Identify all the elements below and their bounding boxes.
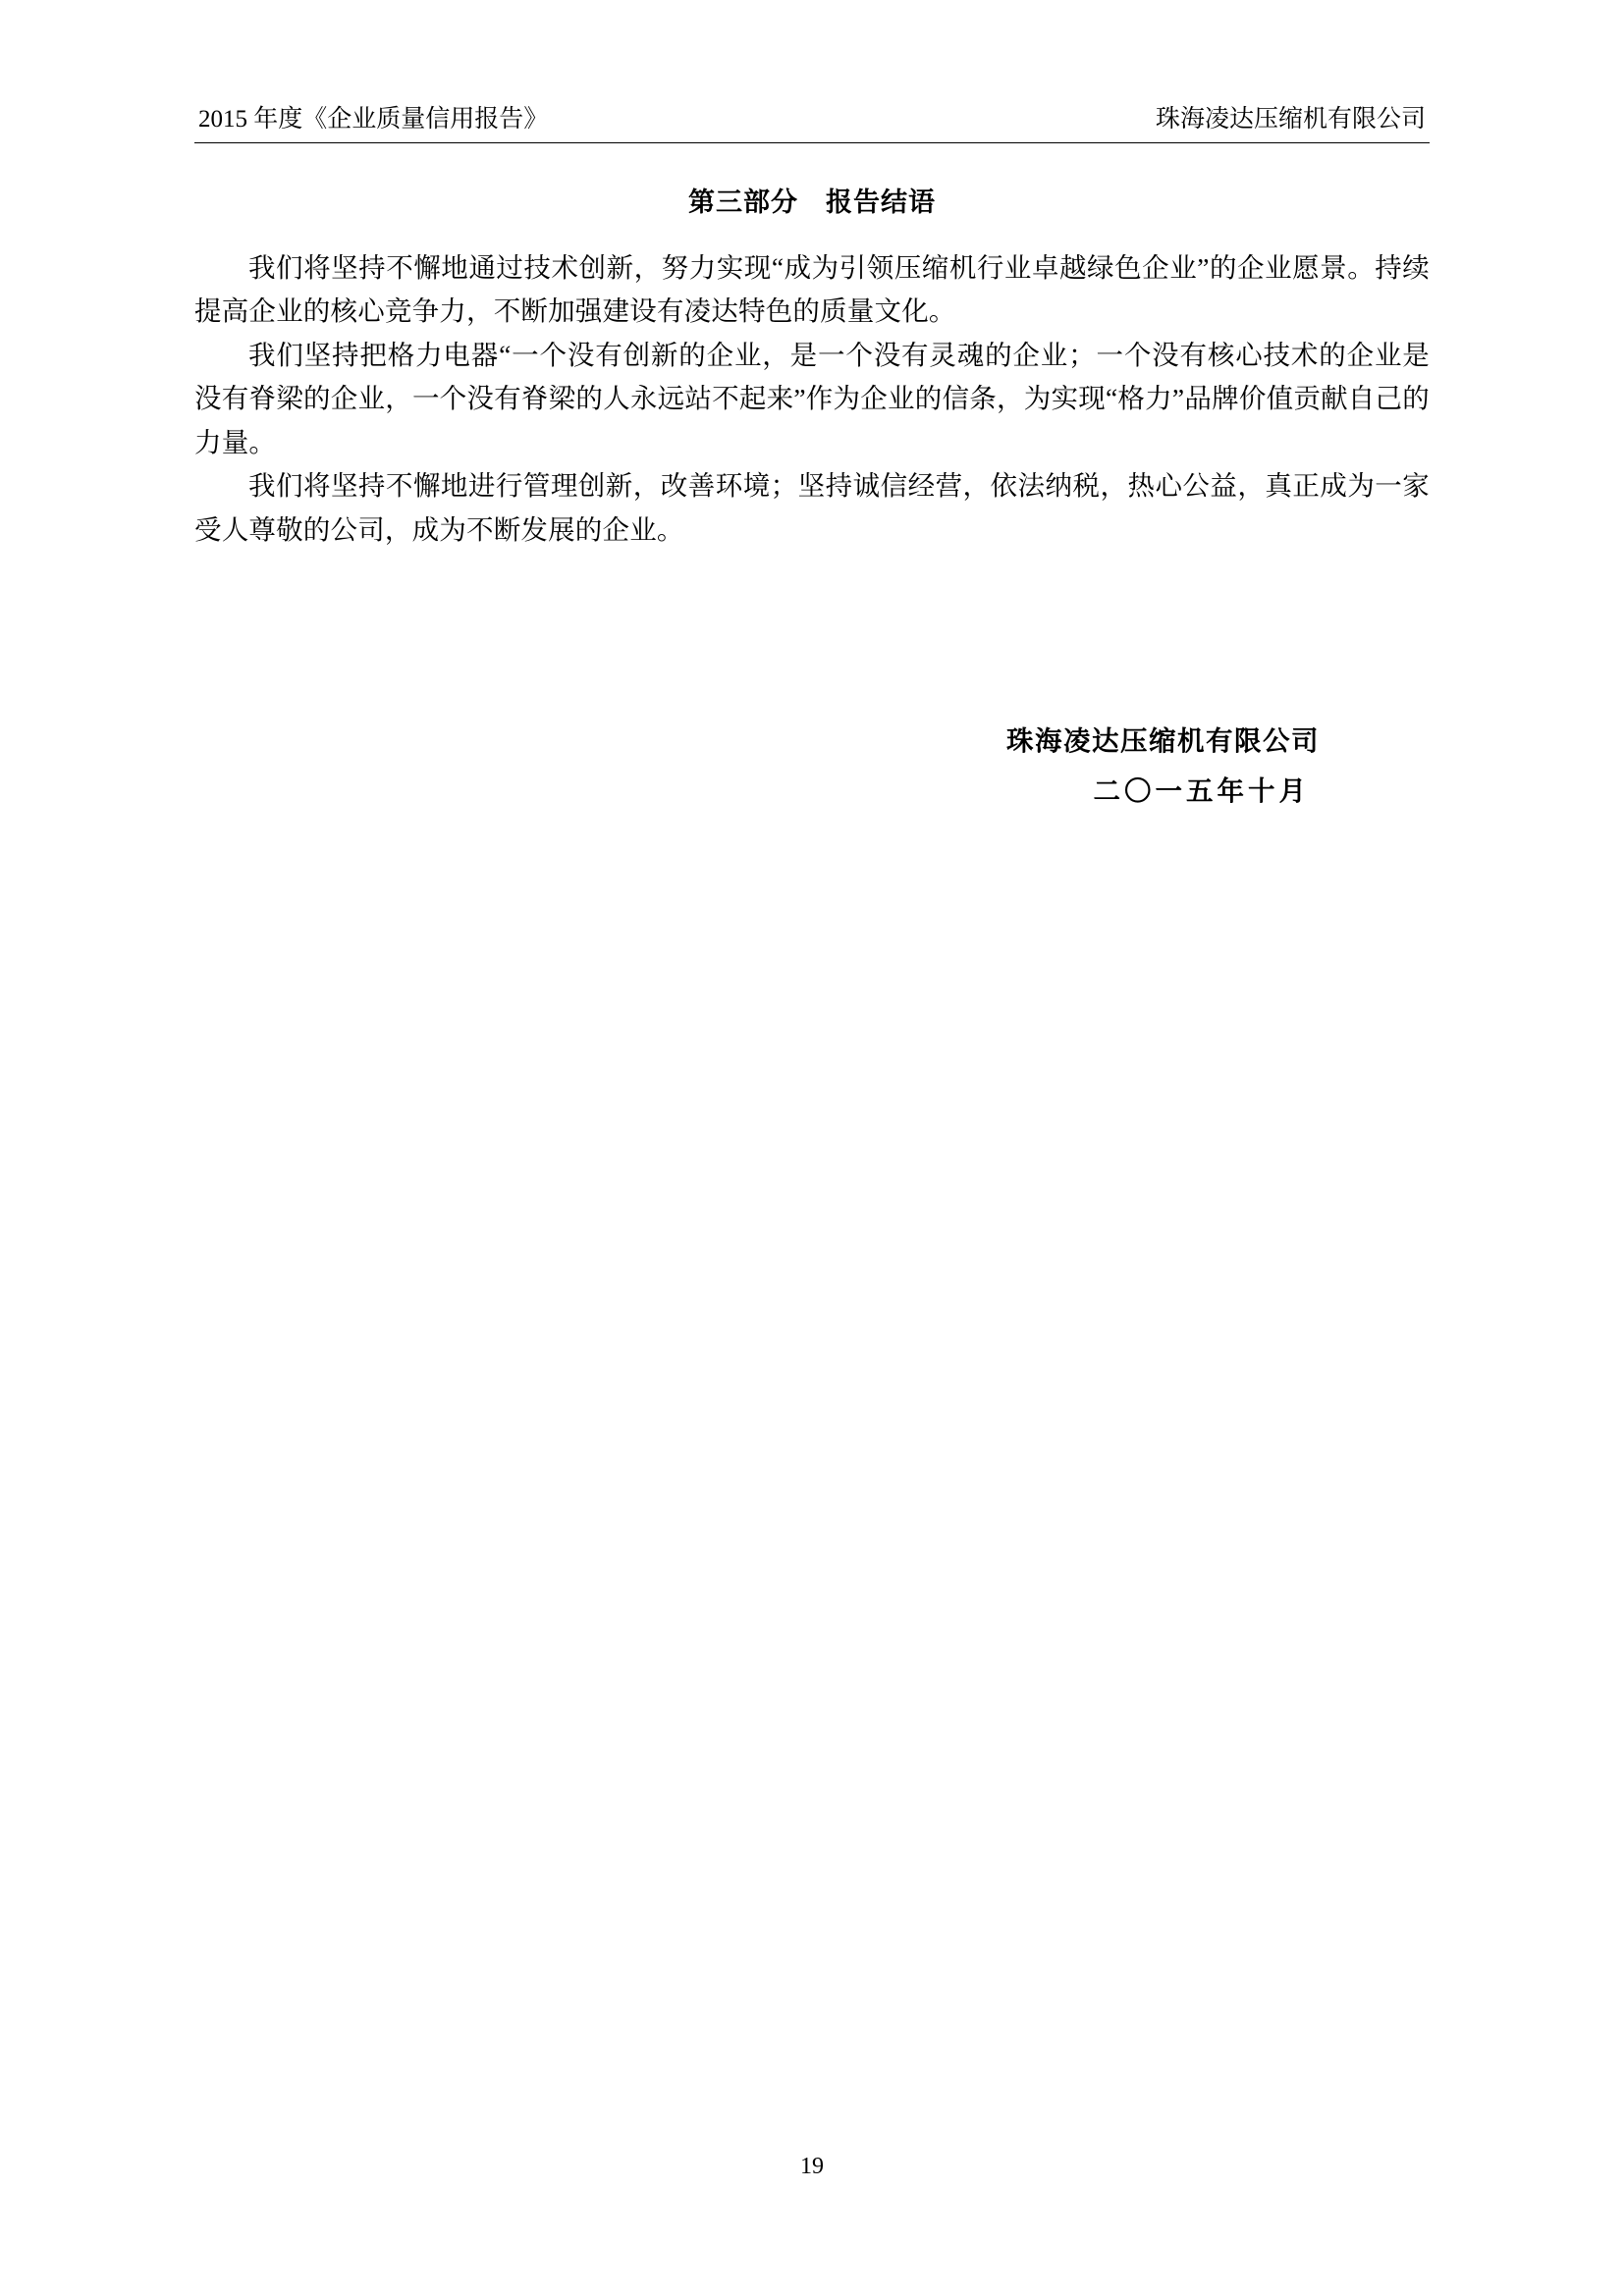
section-title-part: 第三部分: [688, 187, 798, 217]
running-header: [194, 104, 1430, 143]
signature-block: [194, 717, 1430, 817]
signature-date: 二〇一五年十月: [1093, 775, 1310, 807]
header-left-title: 2015 年度《企业质量信用报告》: [198, 106, 549, 133]
paragraph-2: 我们坚持把格力电器“一个没有创新的企业，是一个没有灵魂的企业；一个没有核心技术的企业是没有脊梁的企业，一个没有脊梁的人永远站不起来”作为企业的信条，为实现“格力”品牌价值贡献自己的力量。: [194, 339, 1430, 457]
header-right-company: 珠海凌达压缩机有限公司: [1155, 106, 1426, 133]
section-title: [194, 181, 1430, 219]
page-content: [194, 104, 1430, 817]
section-title-name: 报告结语: [826, 187, 936, 217]
paragraph-3: 我们将坚持不懈地进行管理创新，改善环境；坚持诚信经营，依法纳税，热心公益，真正成为一家受人尊敬的公司，成为不断发展的企业。: [194, 470, 1430, 545]
page-number: 19: [800, 2154, 824, 2179]
header-divider: [194, 142, 1430, 143]
page-footer: [0, 2154, 1624, 2180]
paragraph-1: 我们将坚持不懈地通过技术创新，努力实现“成为引领压缩机行业卓越绿色企业”的企业愿景。持续提高企业的核心竞争力，不断加强建设有凌达特色的质量文化。: [194, 251, 1430, 327]
body-text: [194, 246, 1430, 553]
signature-company: 珠海凌达压缩机有限公司: [1006, 725, 1320, 757]
